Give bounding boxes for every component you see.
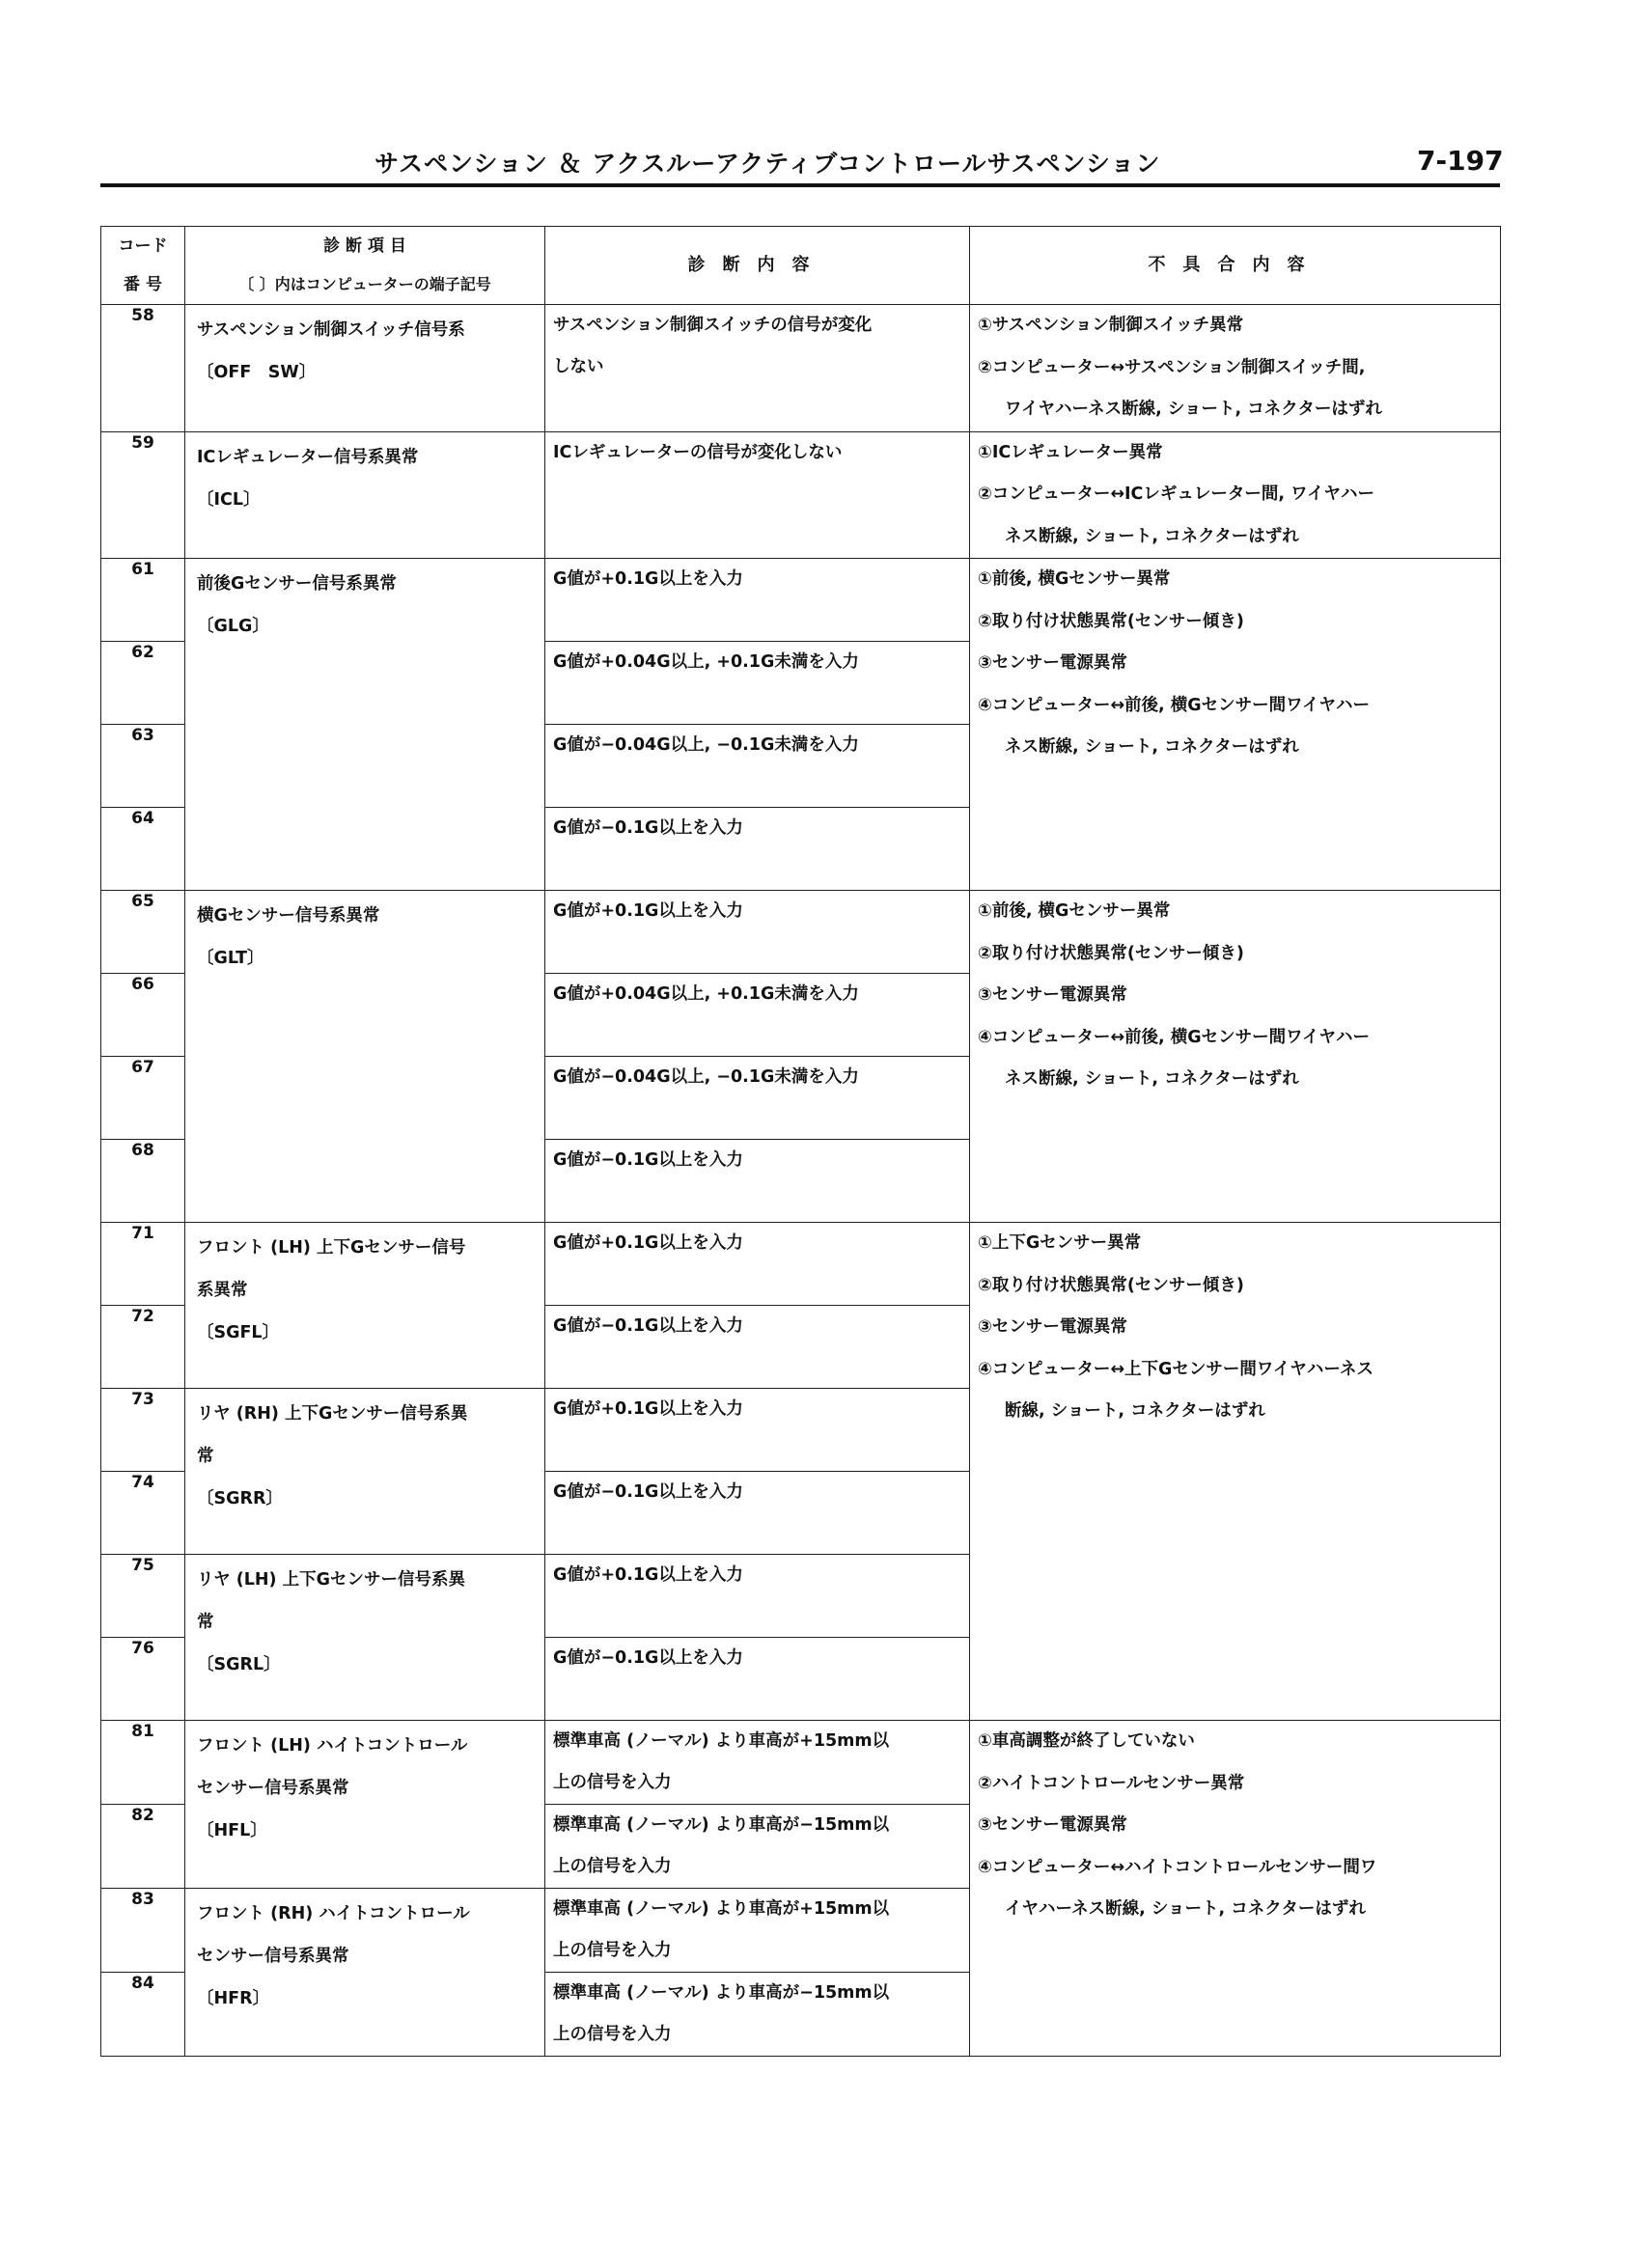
condition-cell (545, 1638, 970, 1721)
item-line: 〔GLT〕 (197, 949, 264, 968)
fault-line: ②ハイトコントロールセンサー異常 (978, 1773, 1245, 1793)
condition-line: G値が−0.04G以上, −0.1G未満を入力 (553, 1067, 859, 1087)
code-cell: 64 (101, 808, 185, 891)
fault-line: ③センサー電源異常 (978, 1317, 1127, 1337)
condition-cell (545, 1973, 970, 2057)
item-cell (185, 1223, 545, 1389)
item-line: 常 (197, 1447, 214, 1466)
fault-line: ①前後, 横Gセンサー異常 (978, 901, 1171, 921)
fault-line: ネス断線, ショート, コネクターはずれ (1005, 526, 1299, 546)
fault-line: ネス断線, ショート, コネクターはずれ (1005, 737, 1299, 757)
item-line: 〔SGRR〕 (197, 1489, 283, 1508)
item-line: サスペンション制御スイッチ信号系 (197, 320, 465, 340)
condition-line: 標準車高 (ノーマル) より車高が+15mm以 (553, 1899, 890, 1919)
fault-cell (970, 559, 1501, 891)
condition-line: G値が−0.1G以上を入力 (553, 1316, 743, 1336)
condition-cell (545, 1889, 970, 1973)
header-item-top: 診 断 項 目 (323, 236, 406, 257)
condition-cell (545, 808, 970, 891)
item-line: 〔GLG〕 (197, 617, 269, 636)
condition-line: 標準車高 (ノーマル) より車高が+15mm以 (553, 1731, 890, 1751)
condition-cell (545, 1805, 970, 1889)
condition-cell (545, 1472, 970, 1555)
item-cell (185, 431, 545, 559)
section-title: サスペンション ＆ アクスルーアクティブコントロールサスペンション (375, 150, 1161, 178)
code-cell: 74 (101, 1472, 185, 1555)
fault-line: ①上下Gセンサー異常 (978, 1233, 1142, 1253)
condition-line: G値が−0.04G以上, −0.1G未満を入力 (553, 735, 859, 755)
table-row (101, 305, 1501, 432)
item-cell (185, 305, 545, 432)
code-cell: 58 (101, 305, 185, 432)
table-body (101, 305, 1501, 2057)
condition-line: G値が+0.1G以上を入力 (553, 901, 743, 921)
table-row (101, 559, 1501, 642)
diagnosis-table (100, 226, 1501, 2057)
fault-cell (970, 1223, 1501, 1721)
condition-cell (545, 1223, 970, 1306)
item-line: 〔HFL〕 (197, 1821, 267, 1840)
condition-cell (545, 1721, 970, 1805)
item-line: リヤ (LH) 上下Gセンサー信号系異 (197, 1570, 465, 1590)
table-row (101, 431, 1501, 559)
code-cell: 59 (101, 431, 185, 559)
condition-cell (545, 642, 970, 725)
code-cell: 82 (101, 1805, 185, 1889)
condition-line: G値が−0.1G以上を入力 (553, 1150, 743, 1170)
fault-cell (970, 1721, 1501, 2057)
condition-line: 標準車高 (ノーマル) より車高が−15mm以 (553, 1815, 890, 1835)
item-line: 〔ICL〕 (197, 489, 261, 510)
condition-cell (545, 1389, 970, 1472)
code-cell: 62 (101, 642, 185, 725)
condition-cell (545, 891, 970, 974)
condition-cell (545, 1555, 970, 1638)
page-number: 7-197 (1417, 145, 1504, 177)
condition-line: サスペンション制御スイッチの信号が変化 (553, 316, 873, 335)
condition-cell (545, 559, 970, 642)
fault-line: イヤハーネス断線, ショート, コネクターはずれ (1005, 1899, 1366, 1919)
fault-line: 断線, ショート, コネクターはずれ (1005, 1401, 1265, 1421)
table-row (101, 1721, 1501, 1805)
header-item (185, 227, 545, 305)
condition-line: G値が−0.1G以上を入力 (553, 1648, 743, 1668)
header-code-top: コード (118, 235, 168, 256)
item-line: ICレギュレーター信号系異常 (197, 447, 419, 467)
fault-line: ③センサー電源異常 (978, 1815, 1127, 1835)
item-line: 系異常 (197, 1281, 248, 1300)
fault-cell (970, 305, 1501, 432)
header-code (101, 227, 185, 305)
condition-line: G値が−0.1G以上を入力 (553, 818, 743, 838)
fault-line: ①サスペンション制御スイッチ異常 (978, 316, 1244, 335)
item-line: 〔HFR〕 (197, 1989, 270, 2008)
condition-line: 上の信号を入力 (553, 1941, 672, 1960)
table-row (101, 891, 1501, 974)
fault-line: ④コンピューター↔前後, 横Gセンサー間ワイヤハー (978, 695, 1371, 715)
table-header (101, 227, 1501, 305)
condition-line: しない (553, 357, 604, 376)
condition-line: 標準車高 (ノーマル) より車高が−15mm以 (553, 1983, 890, 2003)
item-line: センサー信号系異常 (197, 1947, 349, 1966)
header-rule (100, 183, 1500, 187)
item-cell (185, 1721, 545, 1889)
condition-line: 上の信号を入力 (553, 1857, 672, 1876)
code-cell: 68 (101, 1140, 185, 1223)
code-cell: 63 (101, 725, 185, 808)
item-line: リヤ (RH) 上下Gセンサー信号系異 (197, 1404, 468, 1424)
code-cell: 67 (101, 1057, 185, 1140)
fault-line: ④コンピューター↔ハイトコントロールセンサー間ワ (978, 1857, 1377, 1877)
fault-line: ①車高調整が終了していない (978, 1731, 1195, 1751)
condition-cell (545, 431, 970, 559)
condition-line: 上の信号を入力 (553, 1773, 672, 1792)
fault-cell (970, 431, 1501, 559)
code-cell: 75 (101, 1555, 185, 1638)
item-line: 横Gセンサー信号系異常 (197, 906, 380, 926)
header-code-bottom: 番 号 (124, 274, 162, 294)
condition-line: ICレギュレーターの信号が変化しない (553, 442, 843, 462)
condition-line: 上の信号を入力 (553, 2025, 672, 2044)
code-cell: 71 (101, 1223, 185, 1306)
code-cell: 84 (101, 1973, 185, 2057)
condition-cell (545, 725, 970, 808)
fault-line: ④コンピューター↔前後, 横Gセンサー間ワイヤハー (978, 1027, 1371, 1047)
fault-line: ②取り付け状態異常(センサー傾き) (978, 1275, 1244, 1295)
item-line: フロント (LH) 上下Gセンサー信号 (197, 1238, 466, 1258)
condition-cell (545, 974, 970, 1057)
condition-cell (545, 1140, 970, 1223)
fault-line: ②コンピューター↔ICレギュレーター間, ワイヤハー (978, 484, 1375, 504)
code-cell: 83 (101, 1889, 185, 1973)
fault-line: ①ICレギュレーター異常 (978, 442, 1163, 462)
fault-line: ネス断線, ショート, コネクターはずれ (1005, 1069, 1299, 1089)
item-cell (185, 559, 545, 891)
item-line: 前後Gセンサー信号系異常 (197, 574, 397, 594)
fault-line: ②取り付け状態異常(センサー傾き) (978, 611, 1244, 631)
code-cell: 65 (101, 891, 185, 974)
item-line: 〔SGFL〕 (197, 1323, 280, 1342)
item-line: フロント (RH) ハイトコントロール (197, 1904, 470, 1923)
item-line: 〔SGRL〕 (197, 1655, 281, 1674)
header-item-bottom: 〔 〕内はコンピューターの端子記号 (238, 274, 491, 293)
item-cell (185, 1555, 545, 1721)
item-line: センサー信号系異常 (197, 1779, 349, 1798)
fault-cell (970, 891, 1501, 1223)
condition-cell (545, 1306, 970, 1389)
condition-line: G値が+0.1G以上を入力 (553, 1399, 743, 1419)
item-line: 常 (197, 1613, 214, 1632)
fault-line: ①前後, 横Gセンサー異常 (978, 569, 1171, 589)
item-cell (185, 1889, 545, 2057)
fault-line: ③センサー電源異常 (978, 985, 1127, 1005)
code-cell: 66 (101, 974, 185, 1057)
fault-line: ②コンピューター↔サスペンション制御スイッチ間, (978, 357, 1366, 377)
condition-cell (545, 1057, 970, 1140)
code-cell: 61 (101, 559, 185, 642)
code-cell: 73 (101, 1389, 185, 1472)
condition-line: G値が+0.04G以上, +0.1G未満を入力 (553, 984, 859, 1004)
code-cell: 76 (101, 1638, 185, 1721)
item-line: 〔OFF SW〕 (197, 363, 317, 382)
condition-line: G値が+0.1G以上を入力 (553, 569, 743, 589)
condition-cell (545, 305, 970, 432)
header-content: 診断内容 (545, 227, 970, 305)
code-cell: 81 (101, 1721, 185, 1805)
fault-line: ③センサー電源異常 (978, 653, 1127, 673)
fault-line: ワイヤハーネス断線, ショート, コネクターはずれ (1005, 400, 1382, 419)
header-fault: 不具合内容 (970, 227, 1501, 305)
condition-line: G値が−0.1G以上を入力 (553, 1482, 743, 1502)
condition-line: G値が+0.1G以上を入力 (553, 1233, 743, 1253)
table-row (101, 1223, 1501, 1306)
item-line: フロント (LH) ハイトコントロール (197, 1736, 468, 1756)
fault-line: ②取り付け状態異常(センサー傾き) (978, 943, 1244, 963)
code-cell: 72 (101, 1306, 185, 1389)
condition-line: G値が+0.1G以上を入力 (553, 1565, 743, 1585)
fault-line: ④コンピューター↔上下Gセンサー間ワイヤハーネス (978, 1359, 1373, 1379)
item-cell (185, 891, 545, 1223)
condition-line: G値が+0.04G以上, +0.1G未満を入力 (553, 652, 859, 672)
item-cell (185, 1389, 545, 1555)
